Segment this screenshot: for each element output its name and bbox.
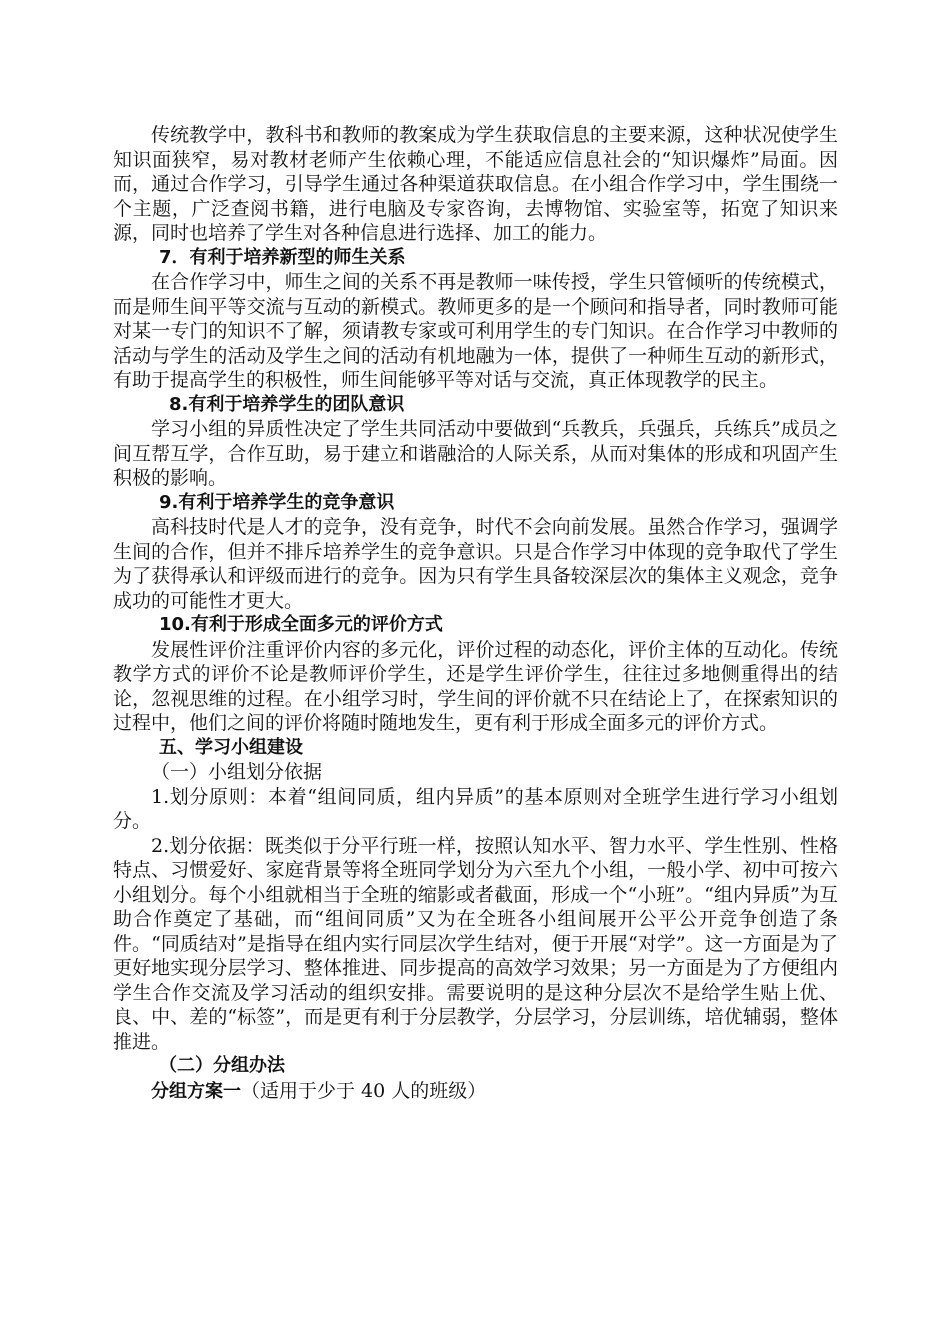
paragraph-grouping-principle: 1.划分原则：本着“组间同质，组内异质”的基本原则对全班学生进行学习小组划分。 xyxy=(113,785,838,832)
paragraph-grouping-basis: 2.划分依据：既类似于分平行班一样，按照认知水平、智力水平、学生性别、性格特点、习惯爱好、家庭背景等将全班同学划分为六至九个小组，一般小学、初中可按六小组划分。每个小组就相当于全班的缩影或者截面，形成一个“小班”。“组内异质”为互助合作奠定了基础，而“组间同质”又为在全班各小组间展开公平公开竞争创造了条件。“同质结对”是指导在组内实行同层次学生结对，便于开展“对学”。这一方面是为了更好地实现分层学习、整体推进、同步提高的高效学习效果；另一方面是为了方便组内学生合作交流及学习活动的组织安排。需要说明的是这种分层次不是给学生贴上优、良、中、差的“标签”，而是更有利于分层教学，分层学习，分层训练，培优辅弱，整体推进。 xyxy=(113,834,838,1053)
plan-one-note: （适用于少于 40 人的班级） xyxy=(241,1079,487,1102)
plan-one-label: 分组方案一 xyxy=(151,1080,241,1102)
heading-teacher-student-relationship: 7．有利于培养新型的师生关系 xyxy=(159,246,406,268)
heading-evaluation-methods: 10.有利于形成全面多元的评价方式 xyxy=(159,614,443,635)
paragraph-competition-awareness: 高科技时代是人才的竞争，没有竞争，时代不会向前发展。虽然合作学习，强调学生间的合作，但并不排斥培养学生的竞争意识。只是合作学习中体现的竞争取代了学生为了获得承认和评级而进行的竞争。因为只有学生具备较深层次的集体主义观念，竞争成功的可能性才更大。 xyxy=(113,516,838,612)
heading-grouping-method: （二）分组办法 xyxy=(159,1055,285,1076)
paragraph-info-sources: 传统教学中，教科书和教师的教案成为学生获取信息的主要来源，这种状况使学生知识面狭窄，易对教材老师产生依赖心理，不能适应信息社会的“知识爆炸”局面。因而，通过合作学习，引导学生通过各种渠道获取信息。在小组合作学习中，学生围绕一个主题，广泛查阅书籍，进行电脑及专家咨询，去博物馆、实验室等，拓宽了知识来源，同时也培养了学生对各种信息进行选择、加工的能力。 xyxy=(113,124,838,244)
heading-competition-awareness: 9.有利于培养学生的竞争意识 xyxy=(159,491,395,513)
paragraph-teacher-student-relationship: 在合作学习中，师生之间的关系不再是教师一味传授，学生只管倾听的传统模式，而是师生间平等交流与互动的新模式。教师更多的是一个顾问和指导者，同时教师可能对某一专门的知识不了解，须请教专家或可利用学生的专门知识。在合作学习中教师的活动与学生的活动及学生之间的活动有机地融为一体，提供了一种师生互动的新形式，有助于提高学生的积极性，师生间能够平等对话与交流，真正体现教学的民主。 xyxy=(113,271,838,391)
subheading-grouping-basis: （一）小组划分依据 xyxy=(151,761,323,783)
paragraph-evaluation-methods: 发展性评价注重评价内容的多元化，评价过程的动态化，评价主体的互动化。传统教学方式的评价不论是教师评价学生，还是学生评价学生，往往过多地侧重得出的结论，忽视思维的过程。在小组学习时，学生间的评价就不只在结论上了，在探索知识的过程中，他们之间的评价将随时随地发生，更有利于形成全面多元的评价方式。 xyxy=(113,638,838,734)
heading-team-awareness: 8.有利于培养学生的团队意识 xyxy=(169,393,405,415)
paragraph-team-awareness: 学习小组的异质性决定了学生共同活动中要做到“兵教兵，兵强兵，兵练兵”成员之间互帮互学，合作互助，易于建立和谐融洽的人际关系，从而对集体的形成和巩固产生积极的影响。 xyxy=(113,418,838,489)
paragraph-plan-one xyxy=(113,1079,838,1105)
heading-section-five: 五、学习小组建设 xyxy=(159,736,303,758)
